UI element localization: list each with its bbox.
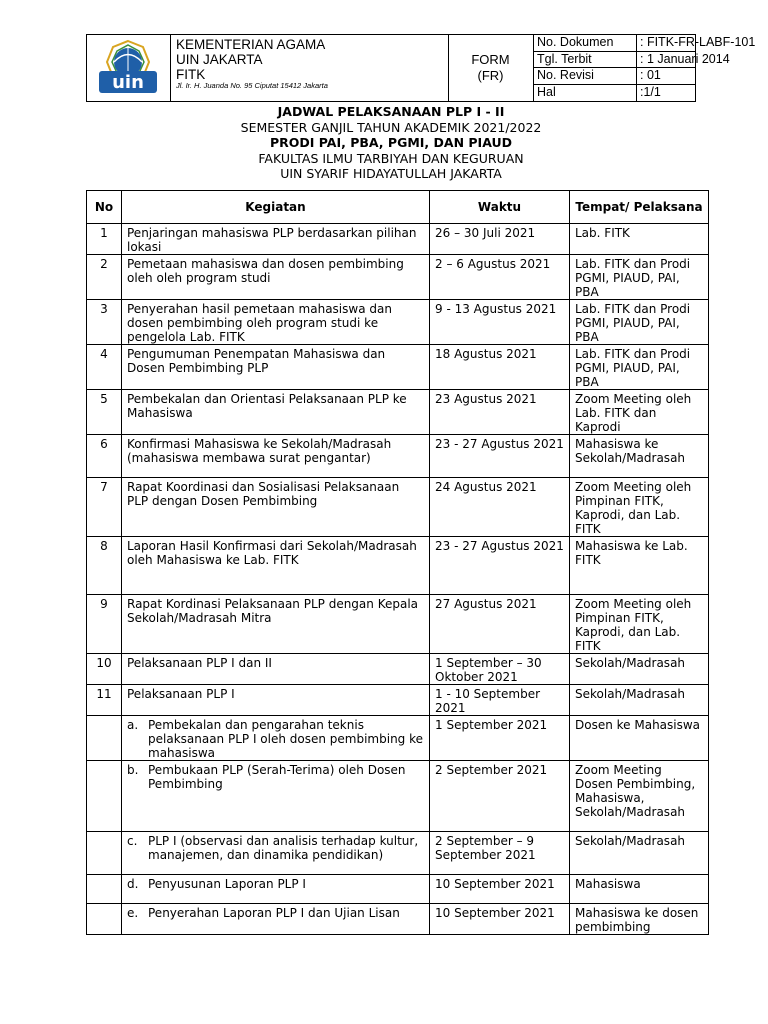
row-tempat: Sekolah/Madrasah	[570, 685, 709, 716]
table-row	[87, 537, 709, 595]
row-waktu: 23 - 27 Agustus 2021	[430, 537, 570, 595]
row-no: 1	[87, 224, 122, 255]
row-kegiatan: Penjaringan mahasiswa PLP berdasarkan pilihan lokasi	[122, 224, 430, 255]
row-tempat: Zoom Meeting oleh Lab. FITK dan Kaprodi	[570, 390, 709, 435]
table-subrow	[87, 875, 709, 904]
subrow-tempat: Mahasiswa ke dosen pembimbing	[570, 904, 709, 935]
row-no: 11	[87, 685, 122, 716]
logo-cell	[87, 35, 171, 101]
row-no: 2	[87, 255, 122, 300]
subrow-text: PLP I (observasi dan analisis terhadap kultur, manajemen, dan dinamika pendidikan)	[148, 834, 419, 862]
table-row	[87, 435, 709, 478]
title-university: UIN SYARIF HIDAYATULLAH JAKARTA	[280, 166, 502, 181]
row-kegiatan: Pengumuman Penempatan Mahasiswa dan Dosen Pembimbing PLP	[122, 345, 430, 390]
row-kegiatan: Pemetaan mahasiswa dan dosen pembimbing oleh oleh program studi	[122, 255, 430, 300]
title-prodi: PRODI PAI, PBA, PGMI, DAN PIAUD	[269, 135, 513, 150]
row-kegiatan: Konfirmasi Mahasiswa ke Sekolah/Madrasah (mahasiswa membawa surat pengantar)	[122, 435, 430, 478]
row-kegiatan: Pelaksanaan PLP I dan II	[122, 654, 430, 685]
table-row	[87, 224, 709, 255]
subrow-no	[87, 716, 122, 761]
meta-row-hal	[533, 85, 695, 102]
row-kegiatan: Rapat Koordinasi dan Sosialisasi Pelaksanaan PLP dengan Dosen Pembimbing	[122, 478, 430, 537]
table-row	[87, 345, 709, 390]
row-kegiatan: Pelaksanaan PLP I	[122, 685, 430, 716]
meta-value: : 1 Januari 2014	[640, 51, 730, 66]
row-kegiatan: Laporan Hasil Konfirmasi dari Sekolah/Madrasah oleh Mahasiswa ke Lab. FITK	[122, 537, 430, 595]
row-tempat: Lab. FITK	[570, 224, 709, 255]
row-no: 8	[87, 537, 122, 595]
org-cell	[170, 35, 449, 101]
row-no: 7	[87, 478, 122, 537]
meta-row-dokumen	[533, 35, 756, 52]
subrow-waktu: 10 September 2021	[430, 904, 570, 935]
table-row	[87, 390, 709, 435]
subrow-no	[87, 761, 122, 832]
form-cell	[448, 35, 534, 101]
table-subrow	[87, 761, 709, 832]
row-waktu: 2 – 6 Agustus 2021	[430, 255, 570, 300]
meta-row-revisi	[533, 68, 695, 85]
row-kegiatan: Pembekalan dan Orientasi Pelaksanaan PLP ke Mahasiswa	[122, 390, 430, 435]
subrow-kegiatan	[122, 875, 430, 904]
row-no: 6	[87, 435, 122, 478]
row-tempat: Zoom Meeting oleh Pimpinan FITK, Kaprodi, dan Lab. FITK	[570, 595, 709, 654]
header-waktu: Waktu	[430, 191, 570, 224]
org-faculty: FITK	[176, 67, 206, 82]
row-waktu: 23 - 27 Agustus 2021	[430, 435, 570, 478]
meta-row-terbit	[533, 51, 730, 69]
table-header-row	[87, 191, 709, 224]
subrow-kegiatan	[122, 832, 430, 875]
subrow-letter: c.	[127, 834, 138, 848]
row-no: 9	[87, 595, 122, 654]
subrow-letter: b.	[127, 763, 139, 777]
row-no: 5	[87, 390, 122, 435]
org-ministry: KEMENTERIAN AGAMA	[176, 37, 326, 52]
row-kegiatan: Rapat Kordinasi Pelaksanaan PLP dengan Kepala Sekolah/Madrasah Mitra	[122, 595, 430, 654]
subrow-tempat: Mahasiswa	[570, 875, 709, 904]
subrow-kegiatan	[122, 716, 430, 761]
row-waktu: 23 Agustus 2021	[430, 390, 570, 435]
subrow-letter: a.	[127, 718, 139, 732]
subrow-waktu: 10 September 2021	[430, 875, 570, 904]
document-header	[86, 34, 756, 102]
schedule-table	[86, 190, 709, 935]
subrow-text: Pembukaan PLP (Serah-Terima) oleh Dosen Pembimbing	[148, 763, 406, 791]
meta-key: Tgl. Terbit	[537, 51, 592, 66]
row-waktu: 27 Agustus 2021	[430, 595, 570, 654]
row-tempat: Zoom Meeting oleh Pimpinan FITK, Kaprodi, dan Lab. FITK	[570, 478, 709, 537]
document-titles	[86, 104, 696, 182]
table-row	[87, 300, 709, 345]
row-tempat: Lab. FITK dan Prodi PGMI, PIAUD, PAI, PBA	[570, 345, 709, 390]
row-tempat: Lab. FITK dan Prodi PGMI, PIAUD, PAI, PBA	[570, 255, 709, 300]
table-subrow	[87, 904, 709, 935]
subrow-kegiatan	[122, 761, 430, 832]
row-tempat: Mahasiswa ke Sekolah/Madrasah	[570, 435, 709, 478]
logo-text: uin	[112, 72, 144, 93]
row-waktu: 26 – 30 Juli 2021	[430, 224, 570, 255]
subrow-text: Penyerahan Laporan PLP I dan Ujian Lisan	[148, 906, 400, 920]
table-row	[87, 478, 709, 537]
table-subrow	[87, 832, 709, 875]
table-subrow	[87, 716, 709, 761]
header-tempat: Tempat/ Pelaksana	[570, 191, 709, 224]
row-no: 4	[87, 345, 122, 390]
row-no: 10	[87, 654, 122, 685]
document-meta	[533, 35, 756, 101]
subrow-waktu: 1 September 2021	[430, 716, 570, 761]
row-tempat: Sekolah/Madrasah	[570, 654, 709, 685]
subrow-no	[87, 832, 122, 875]
title-semester: SEMESTER GANJIL TAHUN AKADEMIK 2021/2022	[240, 119, 542, 135]
subrow-waktu: 2 September – 9 September 2021	[430, 832, 570, 875]
subrow-tempat: Sekolah/Madrasah	[570, 832, 709, 875]
row-waktu: 1 September – 30 Oktober 2021	[430, 654, 570, 685]
header-no: No	[87, 191, 122, 224]
row-no: 3	[87, 300, 122, 345]
subrow-letter: d.	[127, 877, 139, 891]
subrow-tempat: Dosen ke Mahasiswa	[570, 716, 709, 761]
meta-key: Hal	[537, 84, 556, 99]
table-row	[87, 654, 709, 685]
row-waktu: 24 Agustus 2021	[430, 478, 570, 537]
form-label: FORM	[471, 52, 510, 67]
subrow-letter: e.	[127, 906, 139, 920]
meta-key: No. Dokumen	[537, 35, 614, 49]
row-waktu: 18 Agustus 2021	[430, 345, 570, 390]
meta-value: : 01	[640, 68, 661, 82]
row-kegiatan: Penyerahan hasil pemetaan mahasiswa dan dosen pembimbing oleh program studi ke pengelola Lab. FITK	[122, 300, 430, 345]
subrow-no	[87, 875, 122, 904]
row-waktu: 9 - 13 Agustus 2021	[430, 300, 570, 345]
subrow-no	[87, 904, 122, 935]
row-tempat: Lab. FITK dan Prodi PGMI, PIAUD, PAI, PBA	[570, 300, 709, 345]
table-row	[87, 595, 709, 654]
table-row	[87, 685, 709, 716]
subrow-text: Pembekalan dan pengarahan teknis pelaksanaan PLP I oleh dosen pembimbing ke mahasiswa	[148, 718, 424, 760]
meta-value: :1/1	[640, 84, 661, 99]
form-code: (FR)	[477, 68, 504, 83]
uin-logo-icon	[87, 35, 170, 101]
org-address: Jl. Ir. H. Juanda No. 95 Ciputat 15412 Jakarta	[176, 81, 328, 90]
subrow-tempat: Zoom Meeting Dosen Pembimbing, Mahasiswa, Sekolah/Madrasah	[570, 761, 709, 832]
meta-key: No. Revisi	[537, 68, 594, 82]
row-waktu: 1 - 10 September 2021	[430, 685, 570, 716]
subrow-text: Penyusunan Laporan PLP I	[148, 877, 306, 891]
meta-value: : FITK-FR-LABF-101	[640, 35, 756, 49]
row-tempat: Mahasiswa ke Lab. FITK	[570, 537, 709, 595]
subrow-kegiatan	[122, 904, 430, 935]
org-university: UIN JAKARTA	[176, 52, 263, 67]
table-row	[87, 255, 709, 300]
title-main: JADWAL PELAKSANAAN PLP I - II	[277, 104, 505, 119]
subrow-waktu: 2 September 2021	[430, 761, 570, 832]
header-kegiatan: Kegiatan	[122, 191, 430, 224]
title-faculty: FAKULTAS ILMU TARBIYAH DAN KEGURUAN	[258, 150, 524, 166]
